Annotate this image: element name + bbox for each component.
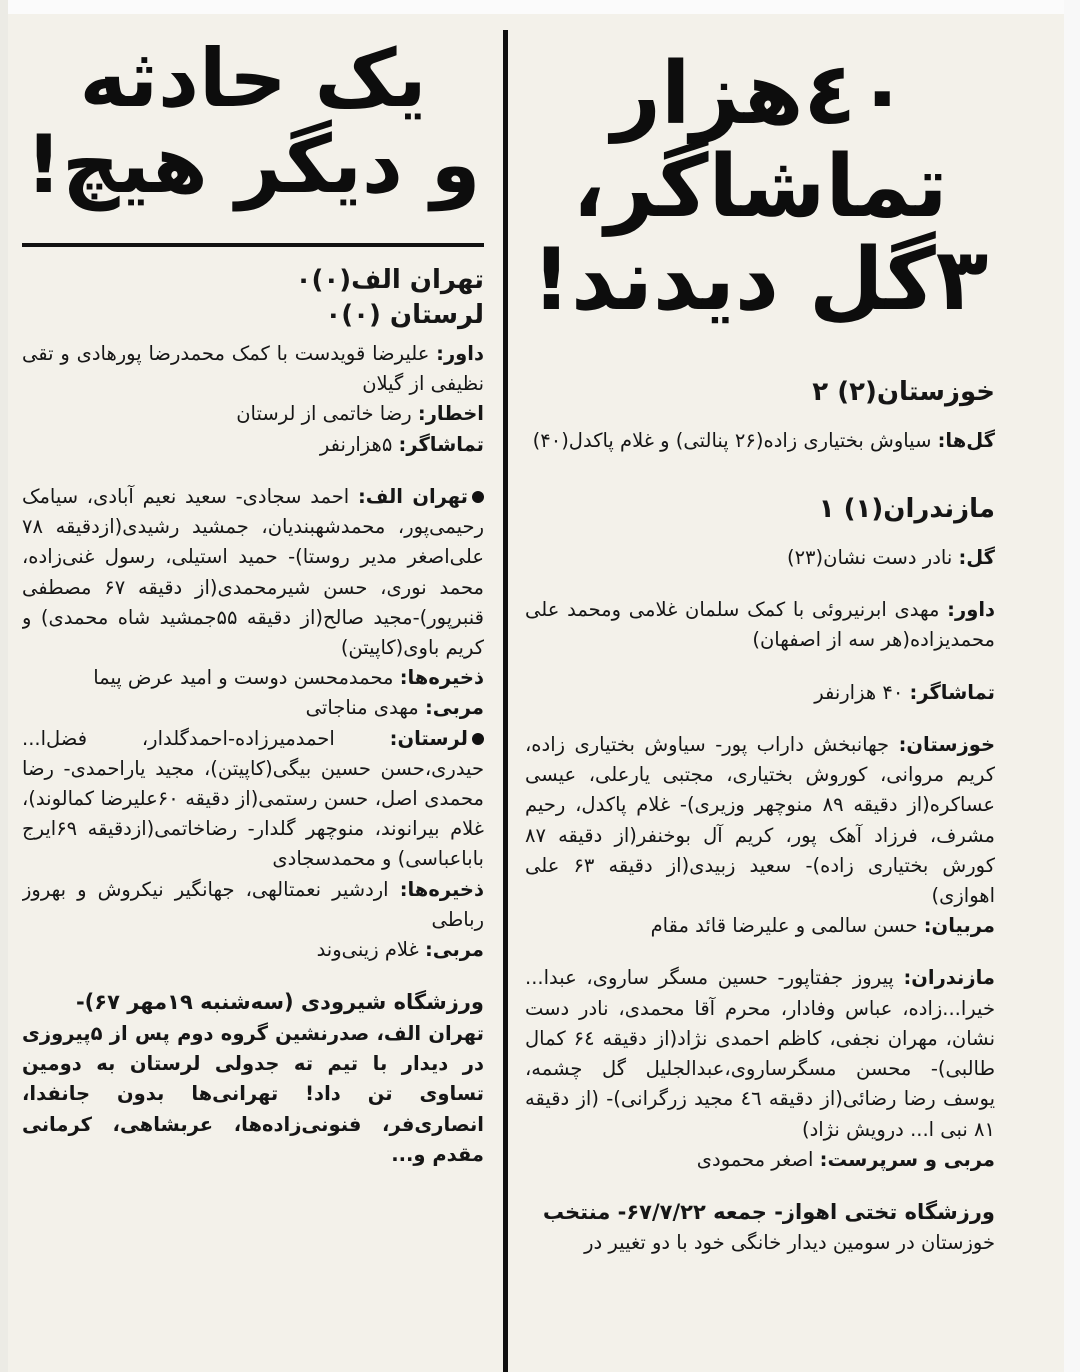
referee-right [525,595,995,655]
referee-label: داور: [436,341,484,365]
referee-left [22,339,484,399]
bullet-icon [472,491,484,503]
right-headline-line-1: ٤٠هزار [611,44,909,144]
venue-right: ورزشگاه تختی اهواز- جمعه ۶۷/۷/۲۲- منتخب [542,1199,995,1224]
coach-text: مهدی مناجاتی [305,696,419,720]
venue-right-continued: خوزستان در سومین دیدار خانگی خود با دو تغییر در [584,1231,995,1255]
subs-label: ذخیره‌ها: [399,877,484,901]
warning-left [22,399,484,429]
left-headline [22,32,484,212]
warning-label: اخطار: [417,402,484,426]
spectators-left [22,430,484,460]
coaches-label: مربیان: [923,914,995,938]
team-khuzestan-score: خوزستان(۲) ۲ [812,376,995,407]
bullet-icon [472,733,484,745]
spectators-label: تماشاگر: [909,680,995,704]
left-headline-line-2: و دیگر هیچ! [25,118,481,212]
team-tehran-score: تهران الف(۰)۰ [295,264,484,295]
referee-label: داور: [947,598,995,622]
khuzestan-goals [525,426,995,456]
right-article [525,18,995,1372]
headline-rule [22,243,484,247]
goal-label: گل: [958,546,995,570]
left-headline-line-1: یک حادثه [79,32,427,125]
coach-text: غلام زینی‌وند [316,938,419,962]
subs-lorestan [22,875,484,935]
right-headline-line-2: تماشاگر، [572,136,948,237]
lineup-khuzestan [525,730,995,911]
spectators-right [525,678,995,708]
lineup-text: احمد سجادی- سعید نعیم آبادی، سیامک رحیمی‌پور، محمدشهبندیان، جمشید رشیدی(ازدقیقه ۷۸ علی‌اصغر مدیر روستا)- حمید استیلی، رسول غنی‌زاده، محمد نوری، حسن شیرمحمدی(از دقیقه ۶۷ مصطفی قنبرپور)-مجید صالح(از دقیقه ۵۵جمشید شاه محمدی) و کریم باوی(کاپیتن) [22,484,484,659]
goal-text: نادر دست نشان(۲۳) [786,546,953,570]
subs-text: محمدمحسن دوست و امید عرض پیما [93,666,394,690]
goals-text: سیاوش بختیاری زاده(۲۶ پنالتی) و غلام پاکدل(۴۰) [532,428,932,452]
lineup-label: مازندران: [903,966,995,990]
lineup-label: تهران الف: [357,484,468,508]
subs-text: اردشیر نعمتالهی، جهانگیر نیکروش و بهروز رباطی [22,877,484,931]
team-lorestan-score: لرستان (۰)۰ [325,299,484,330]
coaches-khuzestan [525,911,995,941]
mazandaran-goal [525,543,995,573]
coach-label: مربی و سرپرست: [819,1147,995,1171]
subs-label: ذخیره‌ها: [399,666,484,690]
goals-label: گل‌ها: [937,428,995,452]
left-article [22,18,484,1372]
right-headline [525,44,995,330]
lineup-text: جهانبخش داراب پور- سیاوش بختیاری زاده، کریم مروانی، کوروش بختیاری، مجتبی یارعلی، عیسی عساکره(از دقیقه ۸۹ منوچهر وزیری)- غلام پاکدل، رحیم مشرف، فرزاد آهک پور، کریم آل بوخنفر(از دقیقه ۸۷ کورش بختیاری زاده)- سعید زبیدی(از دقیقه ۶۳ علی اهوازی) [525,732,995,907]
lineup-label: لرستان: [389,726,469,750]
coach-tehran [22,693,484,723]
coach-mazandaran [525,1145,995,1175]
top-border [0,0,1080,14]
warning-text: رضا خاتمی از لرستان [236,402,412,426]
column-divider [503,30,508,1372]
left-border [0,0,8,1372]
coach-label: مربی: [424,938,484,962]
lineup-mazandaran [525,963,995,1144]
coach-label: مربی: [424,696,484,720]
spectators-text: ۴۰ هزارنفر [814,680,904,704]
match-report-left: تهران الف، صدرنشین گروه دوم پس از ۵پیروزی در دیدار با تیم ته جدولی لرستان به دومین تساوی تن داد! تهرانی‌ها بدون جانفدا، انصاری‌فر، فنونی‌زاده‌ها، عربشاهی، کرمانی مقدم و... [22,1021,484,1166]
coach-text: اصغر محمودی [696,1147,814,1171]
subs-tehran [22,663,484,693]
spectators-label: تماشاگر: [398,432,484,456]
right-headline-line-3: ۳گل دیدند! [531,229,989,330]
team-mazandaran-score: مازندران(۱) ۱ [818,493,995,524]
spectators-text: ۵هزارنفر [319,432,393,456]
lineup-label: خوزستان: [898,732,995,756]
referee-text: مهدی ابرنیروئی با کمک سلمان غلامی ومحمد علی محمدیزاده(هر سه از اصفهان) [525,598,995,652]
right-border [1064,0,1080,1372]
coach-lorestan [22,935,484,965]
lineup-tehran [22,482,484,663]
lineup-lorestan [22,724,484,875]
coaches-text: حسن سالمی و علیرضا قائد مقام [650,914,918,938]
referee-text: علیرضا قویدست با کمک محمدرضا پورهادی و تقی نظیفی از گیلان [22,341,484,396]
lineup-text: پیروز جفتاپور- حسین مسگر ساروی، عبدا... خیرا...زاده، عباس وفادار، محرم آقا محمدی، نادر دست نشان، مهران نجفی، کاظم احمدی نژاد(از دقیقه ۶٤ کمال طالبی)- محسن مسگرساروی،عبدالجلیل گل چشمه، یوسف رضا رضائی(از دقیقه ٤٦ مجید زرگرانی)- (از دقیقه ۸۱ نبی ا... درویش نژاد) [525,966,995,1141]
lineup-text: احمدمیرزاده-احمدگلدار، فضل‌ا... حیدری،حسن حسین بیگی(کاپیتن)، مجید یاراحمدی- رضا محمدی اصل، حسن رستمی(از دقیقه ۶۰علیرضا کمالوند)، غلام بیرانوند، منوچهر گلدار- رضاخاتمی(ازدقیقه ۶۹ایرج باباعباسی) و محمدسجادی [22,726,484,871]
venue-left: ورزشگاه شیرودی (سه‌شنبه ۱۹مهر ۶۷)- [75,990,484,1015]
